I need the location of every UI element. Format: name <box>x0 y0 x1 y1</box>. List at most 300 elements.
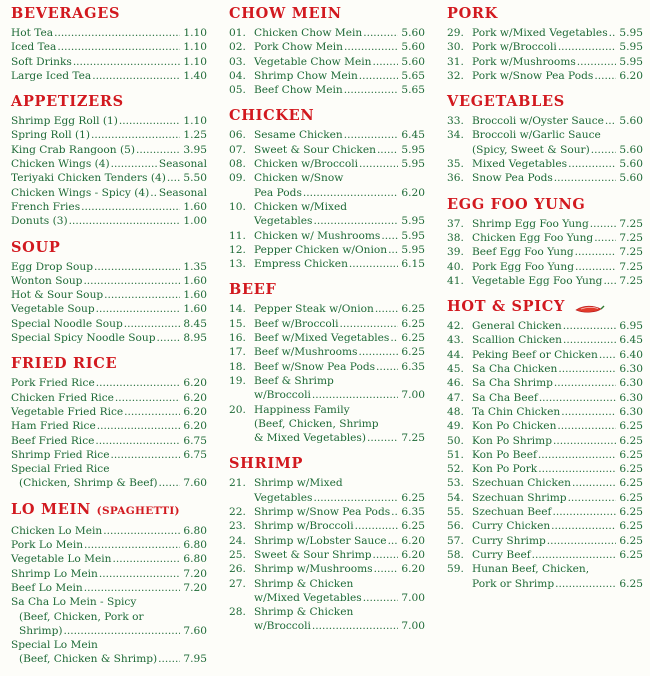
menu-item <box>229 257 425 271</box>
item-name: Kon Po Beef <box>472 448 537 461</box>
item-name: French Fries <box>11 200 81 213</box>
item-price: 5.95 <box>401 229 425 242</box>
item-number: 15. <box>229 317 246 330</box>
item-price: 6.20 <box>401 186 425 199</box>
item-price: 5.65 <box>401 69 425 82</box>
menu-section-egg-foo-yung <box>447 195 643 288</box>
item-price: 1.60 <box>183 274 207 287</box>
item-price: 6.35 <box>401 506 425 519</box>
menu-item <box>11 288 207 302</box>
menu-section-beverages <box>11 4 207 83</box>
item-price: 6.30 <box>619 363 643 376</box>
item-price: 5.95 <box>619 41 643 54</box>
item-price: 7.00 <box>401 620 425 633</box>
dot-leader <box>594 69 616 83</box>
dot-leader <box>344 40 398 54</box>
item-name: Pork w/Snow Pea Pods <box>472 69 594 82</box>
menu-item <box>11 552 207 566</box>
item-number: 27. <box>229 577 246 590</box>
item-price: 7.25 <box>619 231 643 244</box>
item-name: (Beef, Chicken, Pork or <box>19 610 144 623</box>
dot-leader <box>157 331 181 345</box>
item-number: 29. <box>447 27 464 39</box>
dot-leader <box>136 143 180 157</box>
item-price: 6.30 <box>619 391 643 404</box>
menu-item <box>11 652 207 666</box>
item-price: 7.20 <box>183 581 207 594</box>
menu-item <box>11 302 207 316</box>
item-name: Szechuan Chicken <box>472 477 571 490</box>
menu-section-fried-rice <box>11 354 207 490</box>
section-title: CHOW MEIN <box>229 5 342 22</box>
menu-section-chicken <box>229 106 425 271</box>
dot-leader <box>303 186 398 200</box>
item-name: Vegetable Egg Foo Yung <box>472 274 603 287</box>
item-name: (Chicken, Shrimp & Beef) <box>19 477 158 490</box>
item-name: Curry Shrimp <box>472 534 546 547</box>
dot-leader <box>64 624 181 638</box>
item-name: Sweet & Sour Shrimp <box>254 548 372 561</box>
item-price: 6.35 <box>401 360 425 373</box>
item-price: 6.25 <box>401 303 425 316</box>
section-heading <box>447 195 643 214</box>
section-title: SOUP <box>11 238 61 256</box>
menu-item <box>229 83 425 97</box>
item-name: Shrimp w/Broccoli <box>254 520 354 533</box>
item-price: 6.25 <box>619 491 643 504</box>
item-name: Pork Fried Rice <box>11 377 95 390</box>
dot-leader <box>568 157 616 171</box>
item-price: 1.10 <box>183 55 207 68</box>
item-number: 23. <box>229 520 246 533</box>
item-name: Chicken w/Snow <box>254 172 344 185</box>
item-price: 6.80 <box>183 524 207 537</box>
menu-item <box>447 491 643 505</box>
item-name: Chicken Wings (4) <box>11 158 110 171</box>
item-name: Special Fried Rice <box>11 463 110 476</box>
item-name: Shrimp Lo Mein <box>11 567 98 580</box>
dot-leader <box>95 434 180 448</box>
menu-section-shrimp <box>229 454 425 633</box>
menu-item <box>447 217 643 231</box>
dot-leader <box>84 538 180 552</box>
item-price: 6.25 <box>401 520 425 533</box>
menu-item <box>447 548 643 562</box>
dot-leader <box>340 317 399 331</box>
item-name: Shrimp Chow Mein <box>254 69 358 82</box>
item-price: 6.25 <box>619 448 643 461</box>
item-name: Szechuan Shrimp <box>472 491 567 504</box>
item-price: 1.10 <box>183 27 207 39</box>
section-title: VEGETABLES <box>447 93 565 111</box>
dot-leader <box>388 243 398 257</box>
menu-section-chow-mein <box>229 4 425 97</box>
menu-item <box>229 229 425 243</box>
item-number: 58. <box>447 548 464 561</box>
item-number: 52. <box>447 463 464 476</box>
menu-item <box>229 505 425 519</box>
dot-leader <box>590 217 616 231</box>
item-number: 28. <box>229 606 246 619</box>
item-price: 6.25 <box>619 577 643 590</box>
menu-item <box>229 548 425 562</box>
menu-item <box>11 214 207 228</box>
item-name: Pork Egg Foo Yung <box>472 260 574 273</box>
dot-leader <box>111 157 158 171</box>
menu-item <box>447 143 643 157</box>
item-number: 47. <box>447 391 464 404</box>
item-number: 57. <box>447 534 464 547</box>
item-price: 6.25 <box>619 463 643 476</box>
item-price: 5.60 <box>401 41 425 54</box>
item-price: 5.60 <box>619 158 643 171</box>
item-number: 03. <box>229 55 246 68</box>
item-number: 19. <box>229 374 246 387</box>
dot-leader <box>84 581 180 595</box>
item-price: 6.20 <box>401 534 425 547</box>
dot-leader <box>91 128 180 142</box>
dot-leader <box>312 388 398 402</box>
item-name: Kon Po Pork <box>472 463 538 476</box>
item-number: 45. <box>447 363 464 376</box>
dot-leader <box>73 55 180 69</box>
menu-item <box>447 260 643 274</box>
item-name: Kon Po Shrimp <box>472 434 553 447</box>
item-name: Empress Chicken <box>254 258 348 271</box>
chili-pepper-icon <box>573 301 605 313</box>
item-price: 6.25 <box>401 317 425 330</box>
item-number: 12. <box>229 243 246 256</box>
item-name: Special Lo Mein <box>11 639 98 652</box>
section-heading <box>447 4 643 23</box>
item-name: Vegetable Fried Rice <box>11 405 124 418</box>
item-price: 6.25 <box>401 491 425 504</box>
item-price: 7.60 <box>183 624 207 637</box>
item-price: 1.60 <box>183 200 207 213</box>
item-name: Shrimp & Chicken <box>254 577 354 590</box>
item-price: 1.35 <box>183 260 207 273</box>
item-price: 6.30 <box>619 405 643 418</box>
dot-leader <box>97 419 180 433</box>
item-name: Chicken Chow Mein <box>254 27 363 39</box>
dot-leader <box>563 333 616 347</box>
dot-leader <box>113 552 181 566</box>
section-title: BEEF <box>229 281 277 299</box>
menu-item <box>229 26 425 40</box>
item-name: Beef Fried Rice <box>11 434 95 447</box>
item-name: Pork Chow Mein <box>254 41 343 54</box>
item-name: Chicken w/Mixed <box>254 200 348 213</box>
item-price: 5.95 <box>401 243 425 256</box>
dot-leader <box>367 431 398 445</box>
dot-leader <box>376 360 398 374</box>
item-name: Hot & Sour Soup <box>11 289 104 302</box>
menu-item <box>11 55 207 69</box>
menu-item <box>447 171 643 185</box>
item-name: Beef Chow Mein <box>254 84 343 97</box>
menu-item <box>447 434 643 448</box>
item-number: 22. <box>229 506 246 519</box>
item-name: General Chicken <box>472 320 562 333</box>
item-number: 44. <box>447 348 464 361</box>
menu-item <box>447 519 643 533</box>
menu-item <box>11 40 207 54</box>
item-name: Chicken Lo Mein <box>11 524 103 537</box>
item-price: 6.20 <box>183 405 207 418</box>
item-name: w/Mixed Vegetables <box>254 591 362 604</box>
item-price: 6.30 <box>619 377 643 390</box>
dot-leader <box>388 534 398 548</box>
dot-leader <box>603 274 616 288</box>
item-name: Chicken Wings - Spicy (4) <box>11 186 150 199</box>
dot-leader <box>538 462 616 476</box>
dot-leader <box>83 274 180 288</box>
item-name: Peking Beef or Chicken <box>472 348 598 361</box>
menu-item <box>11 581 207 595</box>
item-name: Shrimp w/Snow Pea Pods <box>254 506 391 519</box>
item-name: Sa Cha Chicken <box>472 363 558 376</box>
item-number: 53. <box>447 477 464 490</box>
dot-leader <box>150 186 158 200</box>
item-number: 20. <box>229 403 246 416</box>
dot-leader <box>99 567 180 581</box>
menu-item <box>447 577 643 591</box>
dot-leader <box>158 652 180 666</box>
menu-item <box>11 128 207 142</box>
item-name: Vegetables <box>254 215 313 228</box>
menu-item <box>229 519 425 533</box>
item-price: 6.25 <box>619 477 643 490</box>
item-name: Szechuan Beef <box>472 506 552 519</box>
item-number: 13. <box>229 258 246 271</box>
item-price: 7.60 <box>183 477 207 490</box>
item-number: 51. <box>447 448 464 461</box>
item-number: 05. <box>229 84 246 97</box>
menu-item <box>11 317 207 331</box>
dot-leader <box>372 55 398 69</box>
menu-item <box>11 419 207 433</box>
item-name: Chicken Fried Rice <box>11 391 114 404</box>
item-name: King Crab Rangoon (5) <box>11 143 136 156</box>
item-name: (Beef, Chicken & Shrimp) <box>19 653 158 666</box>
menu-item <box>447 462 643 476</box>
item-name: Curry Chicken <box>472 520 551 533</box>
section-heading <box>229 106 425 125</box>
item-price: 6.25 <box>401 346 425 359</box>
menu-item <box>447 348 643 362</box>
menu-item <box>447 128 643 142</box>
item-name: Shrimp w/Lobster Sauce <box>254 534 387 547</box>
item-price: 1.10 <box>183 115 207 128</box>
dot-leader <box>54 26 180 40</box>
dot-leader <box>344 83 398 97</box>
item-name: Vegetables <box>254 491 313 504</box>
dot-leader <box>375 302 398 316</box>
dot-leader <box>355 519 398 533</box>
dot-leader <box>104 288 180 302</box>
item-name: Beef Egg Foo Yung <box>472 246 574 259</box>
menu-item <box>229 128 425 142</box>
dot-leader <box>103 524 180 538</box>
dot-leader <box>538 448 616 462</box>
item-name: Vegetable Chow Mein <box>254 55 372 68</box>
item-name: Soft Drinks <box>11 55 72 68</box>
menu-item <box>11 462 207 476</box>
item-number: 14. <box>229 303 246 316</box>
dot-leader <box>81 200 180 214</box>
dot-leader <box>124 317 180 331</box>
item-price: 6.25 <box>619 548 643 561</box>
item-price: 6.25 <box>619 534 643 547</box>
item-price: 5.95 <box>619 27 643 39</box>
item-price: 6.40 <box>619 348 643 361</box>
menu-item <box>11 538 207 552</box>
item-name: Curry Beef <box>472 548 531 561</box>
section-heading <box>11 238 207 257</box>
section-title: FRIED RICE <box>11 355 118 373</box>
menu-item <box>447 448 643 462</box>
menu-item <box>229 476 425 490</box>
section-heading <box>447 92 643 111</box>
item-name: Beef w/Mixed Vegetables <box>254 332 390 345</box>
dot-leader <box>577 55 616 69</box>
item-name: Chicken w/Broccoli <box>254 158 359 171</box>
dot-leader <box>313 491 398 505</box>
menu-item <box>447 26 643 40</box>
item-price: 7.25 <box>401 432 425 445</box>
section-title: EGG FOO YUNG <box>447 195 586 213</box>
item-price: 8.45 <box>183 317 207 330</box>
item-price: 6.15 <box>401 258 425 271</box>
menu-item <box>11 405 207 419</box>
item-price: 6.20 <box>183 420 207 433</box>
menu-item <box>11 331 207 345</box>
item-name: Pork or Shrimp <box>472 577 555 590</box>
item-number: 09. <box>229 172 246 185</box>
dot-leader <box>119 114 180 128</box>
menu-item <box>229 534 425 548</box>
item-name: Pea Pods <box>254 186 302 199</box>
menu-item <box>229 40 425 54</box>
item-number: 16. <box>229 332 246 345</box>
item-name: Pepper Steak w/Onion <box>254 303 374 316</box>
item-name: Pork w/Mixed Vegetables <box>472 27 608 39</box>
dot-leader <box>539 391 616 405</box>
item-number: 25. <box>229 548 246 561</box>
menu-item <box>229 388 425 402</box>
section-heading <box>447 297 643 316</box>
item-name: Shrimp w/Mixed <box>254 477 343 490</box>
item-name: (Spicy, Sweet & Sour) <box>472 143 590 156</box>
dot-leader <box>349 257 398 271</box>
dot-leader <box>568 491 616 505</box>
item-name: Beef w/Broccoli <box>254 317 339 330</box>
item-number: 18. <box>229 360 246 373</box>
menu-item <box>229 331 425 345</box>
item-name: Sweet & Sour Chicken <box>254 143 376 156</box>
item-number: 21. <box>229 477 246 490</box>
item-name: Iced Tea <box>11 41 57 54</box>
menu-item <box>229 591 425 605</box>
item-price: 5.65 <box>401 84 425 97</box>
item-price: 6.25 <box>619 520 643 533</box>
menu-item <box>11 595 207 609</box>
dot-leader <box>552 505 616 519</box>
item-number: 36. <box>447 172 464 185</box>
menu-item <box>229 417 425 431</box>
item-price: 5.60 <box>619 115 643 128</box>
dot-leader <box>94 260 180 274</box>
menu-item <box>229 345 425 359</box>
item-price: 6.20 <box>401 563 425 576</box>
item-name: Sa Cha Beef <box>472 391 538 404</box>
item-number: 07. <box>229 143 246 156</box>
item-name: Broccoli w/Oyster Sauce <box>472 115 604 128</box>
item-price: 7.00 <box>401 591 425 604</box>
menu-item <box>11 114 207 128</box>
item-name: Shrimp Egg Roll (1) <box>11 115 118 128</box>
item-price: 6.20 <box>183 391 207 404</box>
item-price: 1.25 <box>183 129 207 142</box>
menu-item <box>447 69 643 83</box>
item-price: 5.60 <box>401 55 425 68</box>
menu-item <box>447 562 643 576</box>
item-number: 40. <box>447 260 464 273</box>
section-title: BEVERAGES <box>11 5 121 22</box>
item-price: 1.60 <box>183 303 207 316</box>
item-name: Pork Lo Mein <box>11 539 84 552</box>
item-price: 5.60 <box>619 143 643 156</box>
item-price: 6.25 <box>619 434 643 447</box>
menu-item <box>229 302 425 316</box>
dot-leader <box>363 26 398 40</box>
item-name: Beef & Shrimp <box>254 374 334 387</box>
item-price: 6.20 <box>183 377 207 390</box>
item-name: Ham Fried Rice <box>11 420 96 433</box>
dot-leader <box>69 214 180 228</box>
menu-item <box>229 360 425 374</box>
menu-item <box>229 214 425 228</box>
item-name: Egg Drop Soup <box>11 260 93 273</box>
section-title: SHRIMP <box>229 455 304 473</box>
dot-leader <box>599 348 616 362</box>
item-price: 7.00 <box>401 389 425 402</box>
item-number: 54. <box>447 491 464 504</box>
menu-item <box>11 567 207 581</box>
section-heading <box>11 500 207 521</box>
item-price: 6.25 <box>619 506 643 519</box>
menu-item <box>447 505 643 519</box>
dot-leader <box>575 245 616 259</box>
section-title: HOT & SPICY <box>447 298 566 316</box>
item-name: Teriyaki Chicken Tenders (4) <box>11 172 166 185</box>
item-price: 5.95 <box>401 143 425 156</box>
dot-leader <box>96 302 180 316</box>
item-number: 42. <box>447 320 464 333</box>
item-name: Special Spicy Noodle Soup <box>11 332 156 345</box>
menu-item <box>447 476 643 490</box>
menu-item <box>447 376 643 390</box>
menu-item <box>11 143 207 157</box>
dot-leader <box>312 619 398 633</box>
menu-item <box>229 374 425 388</box>
item-price: 6.20 <box>619 69 643 82</box>
dot-leader <box>344 128 398 142</box>
menu-item <box>447 114 643 128</box>
menu-item <box>11 638 207 652</box>
item-name: Spring Roll (1) <box>11 129 90 142</box>
item-price: 7.25 <box>619 246 643 259</box>
